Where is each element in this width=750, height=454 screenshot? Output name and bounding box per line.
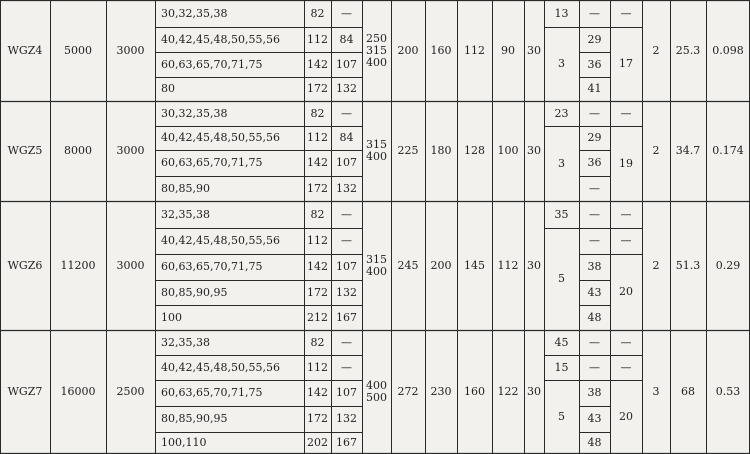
length-l1-cell: 202: [307, 436, 328, 449]
length-l1-cell: 112: [307, 32, 328, 46]
bore-list-cell: 30,32,35,38: [161, 106, 228, 120]
m1-cell: 13: [554, 6, 569, 20]
length-l1-cell: 112: [307, 131, 328, 144]
m2-cell: 48: [587, 436, 602, 449]
flange-diameter-cell: 400 500: [366, 379, 387, 404]
m2-cell: —: [589, 335, 600, 349]
m3-cell: —: [620, 360, 632, 374]
length-l2-cell: 107: [336, 260, 357, 273]
length-l1-cell: 212: [307, 310, 328, 324]
length-l1-cell: 172: [307, 412, 328, 425]
dim-d1-cell: 272: [397, 385, 419, 398]
m3-cell: —: [620, 106, 632, 120]
length-l1-cell: 82: [310, 207, 325, 221]
dim-d1-cell: 245: [397, 258, 419, 272]
bore-list-cell: 100: [161, 310, 182, 324]
dim-d4-cell: 100: [497, 144, 519, 157]
length-l1-cell: 142: [307, 260, 328, 273]
z-cell: 20: [619, 410, 633, 423]
m2-cell: —: [589, 234, 600, 247]
flange-diameter-cell: 250 315 400: [366, 31, 387, 69]
bore-list-cell: 80,85,90,95: [161, 412, 228, 425]
bore-list-cell: 40,42,45,48,50,55,56: [161, 32, 280, 46]
length-l2-cell: 84: [339, 32, 354, 46]
m2-cell: 48: [587, 310, 602, 324]
dim-s-cell: 30: [527, 144, 541, 157]
k-cell: 3: [652, 385, 660, 398]
bore-list-cell: 100,110: [161, 436, 207, 449]
bore-list-cell: 40,42,45,48,50,55,56: [161, 131, 280, 144]
length-l1-cell: 172: [307, 82, 328, 95]
dim-d2-cell: 200: [430, 258, 452, 272]
inertia-cell: 0.29: [715, 258, 741, 272]
speed-cell: 3000: [116, 144, 145, 157]
m2-cell: —: [589, 181, 600, 195]
bore-list-cell: 60,63,65,70,71,75: [161, 57, 263, 71]
model-cell: WGZ6: [7, 258, 43, 272]
torque-cell: 8000: [64, 144, 92, 157]
n-cell: 3: [558, 156, 565, 170]
m2-cell: 29: [587, 32, 602, 46]
length-l2-cell: 132: [336, 181, 357, 195]
length-l2-cell: 84: [339, 131, 354, 144]
length-l2-cell: —: [341, 360, 352, 374]
bore-list-cell: 80,85,90,95: [161, 285, 228, 299]
length-l1-cell: 172: [307, 181, 328, 195]
bore-list-cell: 80,85,90: [161, 181, 210, 195]
m2-cell: —: [589, 207, 600, 221]
k-cell: 2: [652, 43, 660, 57]
dim-s-cell: 30: [527, 385, 541, 398]
dim-d2-cell: 160: [430, 43, 452, 57]
length-l2-cell: 167: [336, 436, 357, 449]
m1-cell: 15: [554, 360, 569, 374]
m3-cell: —: [620, 234, 632, 247]
speed-cell: 2500: [116, 385, 145, 398]
m2-cell: 43: [587, 285, 602, 299]
dim-d4-cell: 90: [501, 43, 515, 57]
dim-d1-cell: 200: [397, 43, 419, 57]
inertia-cell: 0.174: [712, 144, 744, 157]
dim-d2-cell: 230: [430, 385, 452, 398]
m1-cell: 45: [554, 335, 569, 349]
model-cell: WGZ7: [7, 385, 43, 398]
length-l1-cell: 82: [310, 106, 325, 120]
length-l2-cell: 107: [336, 386, 357, 399]
length-l1-cell: 172: [307, 285, 328, 299]
model-cell: WGZ5: [7, 144, 43, 157]
length-l2-cell: 167: [336, 310, 357, 324]
z-cell: 20: [619, 285, 633, 298]
bore-list-cell: 40,42,45,48,50,55,56: [161, 360, 280, 374]
m2-cell: 36: [587, 156, 602, 169]
torque-cell: 5000: [64, 43, 92, 57]
length-l1-cell: 142: [307, 386, 328, 399]
torque-cell: 16000: [60, 385, 96, 398]
flange-diameter-cell: 315 400: [366, 252, 387, 278]
m3-cell: —: [620, 335, 632, 349]
m2-cell: —: [589, 106, 600, 120]
dim-s-cell: 30: [527, 43, 541, 57]
k-cell: 2: [652, 144, 660, 157]
length-l1-cell: 142: [307, 156, 328, 169]
bore-list-cell: 32,35,38: [161, 335, 210, 349]
length-l1-cell: 82: [310, 335, 325, 349]
mass-cell: 68: [681, 385, 695, 398]
m2-cell: —: [589, 360, 600, 374]
m2-cell: 29: [587, 131, 602, 144]
mass-cell: 25.3: [675, 43, 701, 57]
length-l2-cell: 107: [336, 156, 357, 169]
z-cell: 17: [619, 57, 633, 70]
bore-list-cell: 60,63,65,70,71,75: [161, 386, 263, 399]
n-cell: 5: [558, 272, 565, 285]
length-l1-cell: 82: [310, 6, 325, 20]
dim-d3-cell: 128: [464, 144, 485, 157]
bore-list-cell: 30,32,35,38: [161, 6, 228, 20]
dim-d1-cell: 225: [397, 144, 419, 157]
m2-cell: 36: [587, 57, 602, 71]
m2-cell: 43: [587, 412, 602, 425]
dim-s-cell: 30: [527, 258, 541, 272]
dim-d4-cell: 112: [497, 258, 519, 272]
bore-list-cell: 60,63,65,70,71,75: [161, 260, 263, 273]
mass-cell: 34.7: [675, 144, 701, 157]
length-l1-cell: 142: [307, 57, 328, 71]
length-l2-cell: —: [341, 234, 352, 247]
length-l2-cell: —: [341, 106, 352, 120]
length-l1-cell: 112: [307, 360, 328, 374]
length-l2-cell: 107: [336, 57, 357, 71]
dim-d4-cell: 122: [497, 385, 519, 398]
dim-d2-cell: 180: [430, 144, 452, 157]
inertia-cell: 0.098: [712, 43, 744, 57]
length-l2-cell: —: [341, 335, 352, 349]
bore-list-cell: 40,42,45,48,50,55,56: [161, 234, 280, 247]
inertia-cell: 0.53: [715, 385, 741, 398]
m1-cell: 23: [554, 106, 569, 120]
bore-list-cell: 32,35,38: [161, 207, 210, 221]
length-l2-cell: —: [341, 6, 352, 20]
m2-cell: 41: [587, 82, 602, 95]
length-l2-cell: 132: [336, 82, 357, 95]
dim-d3-cell: 112: [464, 43, 485, 57]
m2-cell: 38: [587, 386, 602, 399]
torque-cell: 11200: [60, 258, 96, 272]
length-l2-cell: 132: [336, 285, 357, 299]
dim-d3-cell: 145: [464, 258, 485, 272]
m2-cell: 38: [587, 260, 602, 273]
bore-list-cell: 80: [161, 82, 175, 95]
n-cell: 5: [558, 410, 565, 423]
m1-cell: 35: [554, 207, 569, 221]
n-cell: 3: [558, 57, 565, 70]
bore-list-cell: 60,63,65,70,71,75: [161, 156, 263, 169]
speed-cell: 3000: [116, 258, 145, 272]
length-l2-cell: —: [341, 207, 352, 221]
k-cell: 2: [652, 258, 660, 272]
length-l1-cell: 112: [307, 234, 328, 247]
z-cell: 19: [619, 156, 633, 170]
dim-d3-cell: 160: [464, 385, 485, 398]
m3-cell: —: [620, 207, 632, 221]
flange-diameter-cell: 315 400: [366, 138, 387, 163]
m2-cell: —: [589, 6, 600, 20]
m3-cell: —: [620, 6, 632, 20]
length-l2-cell: 132: [336, 412, 357, 425]
speed-cell: 3000: [116, 43, 145, 57]
model-cell: WGZ4: [7, 43, 43, 57]
mass-cell: 51.3: [675, 258, 701, 272]
